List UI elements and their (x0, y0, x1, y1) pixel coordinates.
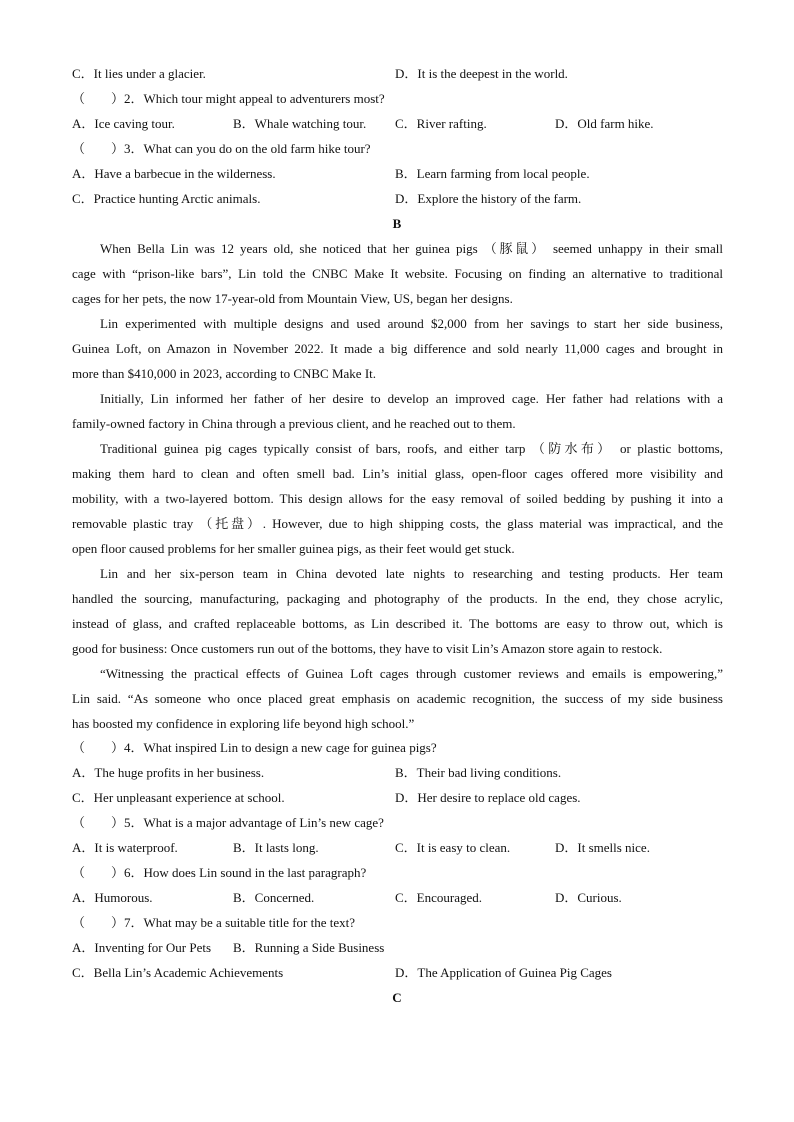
q7-option-c: C．Bella Lin’s Academic Achievements (72, 965, 284, 980)
q7-option-a: A．Inventing for Our Pets (72, 940, 212, 955)
q6-option-b: B．Concerned. (233, 890, 315, 905)
q4-option-b: B．Their bad living conditions. (395, 765, 562, 780)
passage-line: has boosted my confidence in exploring life beyond high school.” (72, 716, 415, 731)
q6-stem: （ ）6．How does Lin sound in the last paragraph? (72, 865, 367, 880)
passage-line: Guinea Loft, on Amazon in November 2022. It made a big difference and sold nearly 11,000 cages and brought in (72, 341, 723, 356)
passage-line: cage with “prison-like bars”, Lin told the CNBC Make It website. Focusing on finding an alternative to traditional (72, 266, 723, 281)
q4-option-d: D．Her desire to replace old cages. (395, 790, 581, 805)
passage-line: open floor caused problems for her smaller guinea pigs, as their feet would get stuck. (72, 541, 515, 556)
q5-option-d: D．It smells nice. (555, 840, 650, 855)
passage-line: Lin and her six-person team in China devoted late nights to researching and testing products. Her team (100, 566, 723, 581)
section-heading-b: B (392, 216, 402, 231)
passage-line: cages for her pets, the now 17-year-old from Mountain View, US, began her designs. (72, 291, 513, 306)
passage-line: removable plastic tray （托盘）. However, due to high shipping costs, the glass material was impractical, and the (72, 516, 723, 531)
passage-line: When Bella Lin was 12 years old, she noticed that her guinea pigs （豚鼠） seemed unhappy in their small (100, 241, 723, 256)
passage-line: handled the sourcing, manufacturing, packaging and photography of the products. In the end, they chose acrylic, (72, 591, 723, 606)
q2-option-c: C．River rafting. (395, 116, 487, 131)
q5-option-c: C．It is easy to clean. (395, 840, 511, 855)
q6-option-c: C．Encouraged. (395, 890, 483, 905)
q5-option-a: A．It is waterproof. (72, 840, 178, 855)
q5-stem: （ ）5．What is a major advantage of Lin’s new cage? (72, 815, 384, 830)
passage-line: more than $410,000 in 2023, according to CNBC Make It. (72, 366, 377, 381)
q1-option-d: D．It is the deepest in the world. (395, 66, 568, 81)
q6-option-a: A．Humorous. (72, 890, 153, 905)
passage-line: “Witnessing the practical effects of Guinea Loft cages through customer reviews and emails is empowering,” (100, 666, 723, 681)
passage-line: instead of glass, and crafted replaceable bottoms, as Lin described it. The bottoms are easy to throw out, which is (72, 616, 723, 631)
q7-stem: （ ）7．What may be a suitable title for the text? (72, 915, 356, 930)
q2-option-d: D．Old farm hike. (555, 116, 654, 131)
q4-option-a: A．The huge profits in her business. (72, 765, 265, 780)
q2-option-a: A．Ice caving tour. (72, 116, 175, 131)
q7-option-d: D．The Application of Guinea Pig Cages (395, 965, 612, 980)
q3-option-a: A．Have a barbecue in the wilderness. (72, 166, 276, 181)
passage-line: Lin said. “As someone who once placed great emphasis on academic recognition, the success of my side business (72, 691, 723, 706)
passage-b (72, 236, 723, 736)
q5-option-b: B．It lasts long. (233, 840, 319, 855)
passage-line: family-owned factory in China through a previous client, and he reached out to them. (72, 416, 516, 431)
q4-option-c: C．Her unpleasant experience at school. (72, 790, 285, 805)
passage-line: making them hard to clean and often smell bad. Lin’s initial glass, open-floor cages offered more visibility and (72, 466, 723, 481)
q4-stem: （ ）4．What inspired Lin to design a new cage for guinea pigs? (72, 740, 437, 755)
q3-stem: （ ）3．What can you do on the old farm hike tour? (72, 141, 371, 156)
q2-option-b: B．Whale watching tour. (233, 116, 367, 131)
q6-option-d: D．Curious. (555, 890, 622, 905)
q1-option-c: C．It lies under a glacier. (72, 66, 206, 81)
passage-line: Initially, Lin informed her father of her desire to develop an improved cage. Her father had relations with a (100, 391, 723, 406)
q3-option-d: D．Explore the history of the farm. (395, 191, 582, 206)
passage-line: Lin experimented with multiple designs and used around $2,000 from her savings to start her side business, (100, 316, 723, 331)
q7-option-b: B．Running a Side Business (233, 940, 385, 955)
q3-option-c: C．Practice hunting Arctic animals. (72, 191, 261, 206)
section-heading-c: C (392, 990, 402, 1005)
passage-line: Traditional guinea pig cages typically consist of bars, roofs, and either tarp （防水布） or plastic bottoms, (100, 441, 723, 456)
passage-line: mobility, with a two-layered bottom. This design allows for the easy removal of soiled bedding by pushing it into a (72, 491, 723, 506)
q2-stem: （ ）2．Which tour might appeal to adventurers most? (72, 91, 385, 106)
passage-line: good for business: Once customers run out of the bottoms, they have to visit Lin’s Amazon store again to restock. (72, 641, 663, 656)
q3-option-b: B．Learn farming from local people. (395, 166, 590, 181)
